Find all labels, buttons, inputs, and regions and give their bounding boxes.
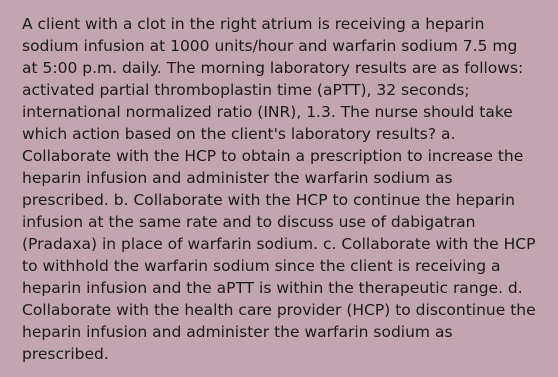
question-text: A client with a clot in the right atrium is receiving a heparin sodium infusion at 1000 units/hour and warfarin sodium 7.5 mg at 5:00 p.m. daily. The morning laboratory results are as follows: activated partial thromboplastin time (aPTT), 32 seconds; international normalized ratio (INR), 1.3. The nurse should take which action based on the client's laboratory results? a. Collaborate with the HCP to obtain a prescription to increase the heparin infusion and administer the warfarin sodium as prescribed. b. Collaborate with the HCP to continue the heparin infusion at the same rate and to discuss use of dabigatran (Pradaxa) in place of warfarin sodium. c. Collaborate with the HCP to withhold the warfarin sodium since the client is receiving a heparin infusion and the aPTT is within the therapeutic range. d. Collaborate with the health care provider (HCP) to discontinue the heparin infusion and administer the warfarin sodium as prescribed. (22, 15, 536, 363)
